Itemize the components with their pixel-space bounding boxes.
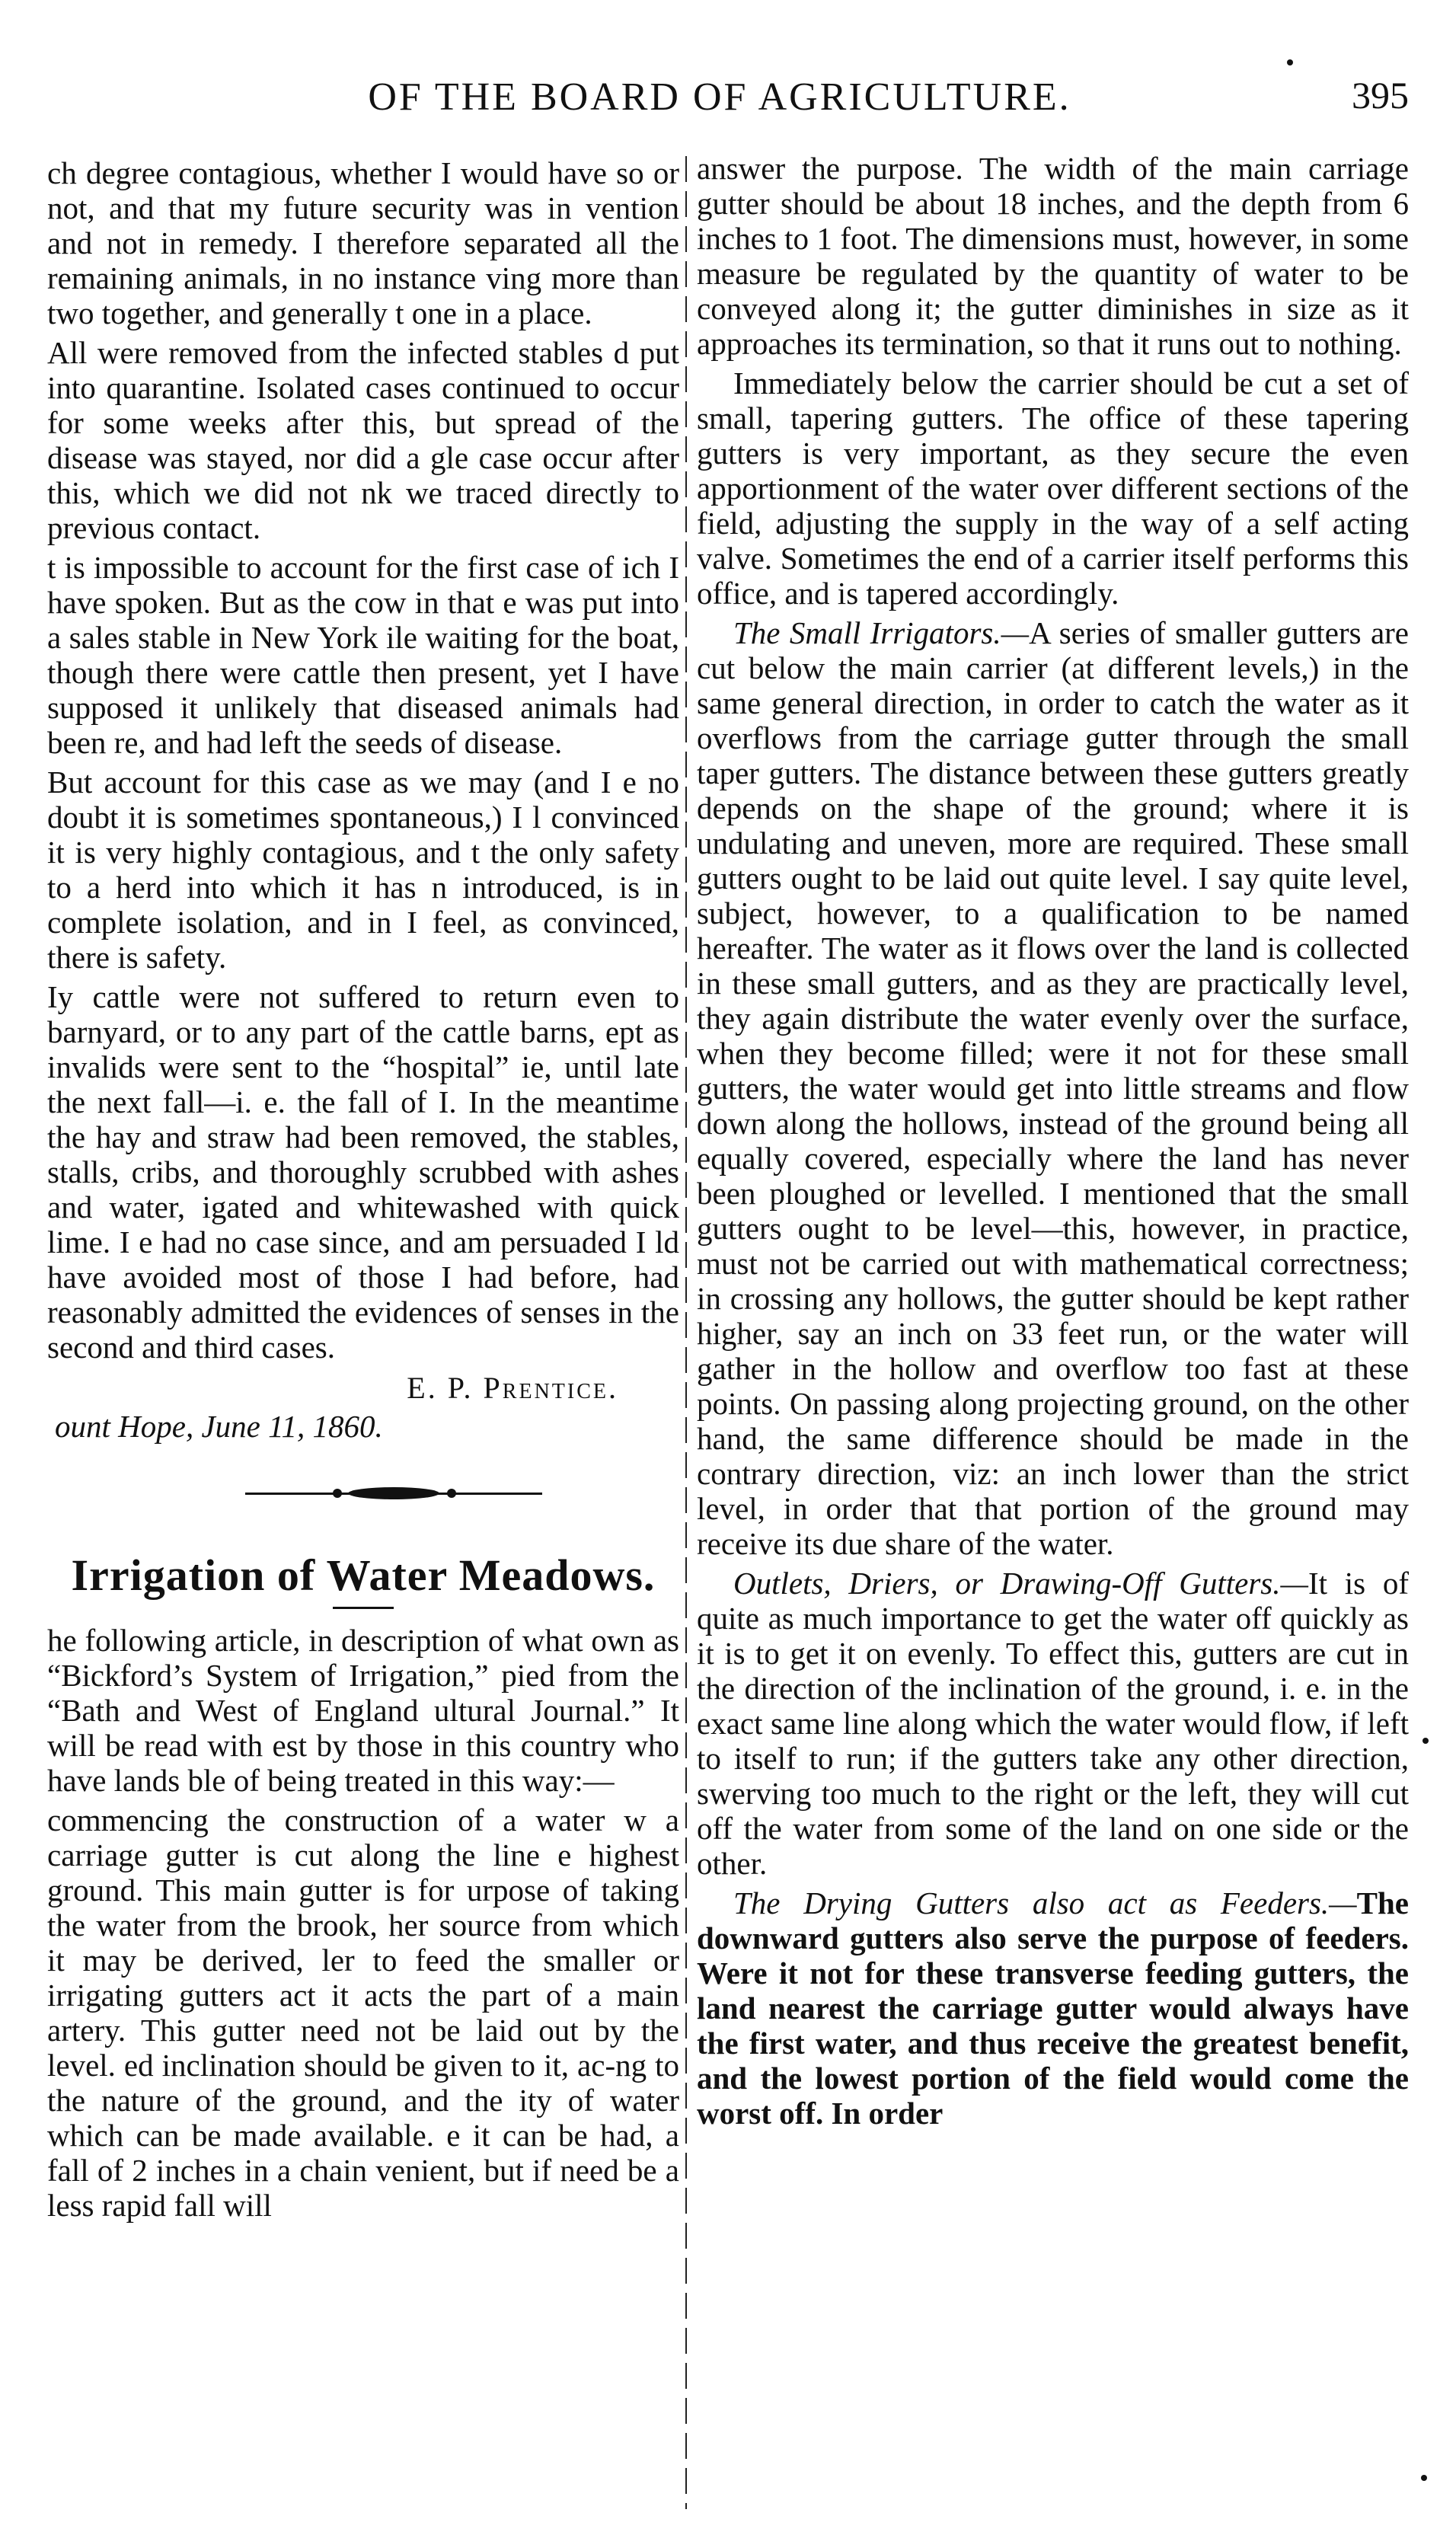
running-title: OF THE BOARD OF AGRICULTURE. — [368, 75, 1071, 119]
left-paragraph: All were removed from the infected stables d put into quarantine. Isolated cases continued to occur for some weeks after this, but spread of the disease was stayed, nor did a gle case occur after this, which we did not nk we traced directly to previous contact. — [47, 335, 679, 545]
article-paragraph: he following article, in description of what own as “Bickford’s System of Irrigation,” pied from the “Bath and West of England ultural Journal.” It will be read with est by those in this country who have lands ble of being treated in this way:— — [47, 1623, 679, 1798]
title-rule — [333, 1607, 394, 1609]
left-paragraph: Iy cattle were not suffered to return even to barnyard, or to any part of the cattle barns, ept as invalids were sent to the “hospital” ie, until late the next fall—i. e. the fall of I. In the meantime the hay and straw had been removed, the stables, stalls, cribs, and thoroughly scrubbed with ashes and water, igated and whitewashed with quick lime. I e had no case since, and am persuaded I ld have avoided most of those I had before, had reasonably admitted the evidences of senses in the second and third cases. — [47, 979, 679, 1365]
right-paragraph: answer the purpose. The width of the main carriage gutter should be about 18 inches, and the depth from 6 inches to 1 foot. The dimensions must, however, in some measure be regulated by the quantity of water to be conveyed along it; the gutter diminishes in size as it approaches its termination, so that it runs out to nothing. — [697, 151, 1409, 361]
print-speck — [1421, 2475, 1427, 2481]
section-heading: The Small Irrigators.— — [733, 615, 1030, 650]
ornament-dot — [447, 1489, 456, 1498]
section-outlets — [697, 1566, 1409, 1881]
right-paragraph: Immediately below the carrier should be cut a set of small, tapering gutters. The office of these tapering gutters is very important, as they secure the even apportionment of the water over different sections of the field, adjusting the supply in the way of a self acting valve. Sometimes the end of a carrier itself performs this office, and is tapered accordingly. — [697, 366, 1409, 611]
left-paragraph: t is impossible to account for the first case of ich I have spoken. But as the cow in that e was put into a sales stable in New York ile waiting for the boat, though there were cattle then present, yet I have supposed it unlikely that diseased animals had been re, and had left the seeds of disease. — [47, 550, 679, 760]
column-divider — [685, 156, 687, 2509]
print-speck — [1287, 59, 1293, 65]
section-heading: Outlets, Driers, or Drawing-Off Gutters.— — [733, 1566, 1308, 1601]
left-column — [47, 151, 679, 2223]
section-ornament — [47, 1459, 679, 1528]
page-header — [0, 59, 1456, 128]
left-paragraph: But account for this case as we may (and I e no doubt it is sometimes spontaneous,) I l convinced it is very highly contagious, and t the only safety to a herd into which it has n introduced, is in complete isolation, and in I feel, as convinced, there is safety. — [47, 765, 679, 975]
section-small-irrigators — [697, 615, 1409, 1561]
page-number: 395 — [1352, 74, 1409, 117]
section-text: It is of quite as much importance to get the water off quickly as it is to get it on evenly. To effect this, gutters are cut in the direction of the inclination of the ground, i. e. in the exact same line along which the water would flow, if left to itself to run; if the gutters take any other direction, swerving too much to the right or the left, they will cut off the water from some of the land on one side or the other. — [697, 1566, 1409, 1881]
print-speck — [1422, 1738, 1429, 1744]
section-text: The downward gutters also serve the purpose of feeders. Were it not for these transverse feeding gutters, the land nearest the carriage gutter would always have the first water, and thus receive the greatest benefit, and the lowest portion of the field would come the worst off. In order — [697, 1885, 1409, 2131]
section-text: A series of smaller gutters are cut below the main carrier (at different levels,) in the same general direction, in order to catch the water as it overflows from the carriage gutter through the small taper gutters. The distance between these gutters greatly depends on the shape of the ground; where it is undulating and uneven, more are required. These small gutters ought to be laid out quite level. I say quite level, subject, however, to a qualification to be named hereafter. The water as it flows over the land is collected in these small gutters, and as they are practically level, they again distribute the water evenly over the surface, when they become filled; were it not for these small gutters, the water would get into little streams and flow down along the hollows, instead of the ground being all equally covered, especially where the land has never been ploughed or levelled. I mentioned that the small gutters ought to be level—this, however, in practice, must not be carried out with mathematical correctness; in crossing any hollows, the gutter should be kept rather higher, say an inch on 33 feet run, or the water will gather in the hollow and overflow too fast at these points. On passing along projecting ground, on the other hand, the same difference should be made in the contrary direction, viz: an inch lower than the strict level, in order that that portion of the ground may receive its due share of the water. — [697, 615, 1409, 1561]
section-heading: The Drying Gutters also act as Feeders.— — [733, 1885, 1357, 1920]
author-signature: E. P. Prentice. — [407, 1371, 618, 1405]
section-drying-gutters — [697, 1885, 1409, 2131]
right-column — [697, 151, 1409, 2131]
article-title: Irrigation of Water Meadows. — [71, 1550, 656, 1600]
ornament-dot — [333, 1489, 342, 1498]
dateline: ount Hope, June 11, 1860. — [55, 1409, 383, 1444]
left-paragraph: ch degree contagious, whether I would have so or not, and that my future security was in vention and not in remedy. I therefore separated all the remaining animals, in no instance ving more than two together, and generally t one in a place. — [47, 155, 679, 330]
ornament-center — [348, 1487, 439, 1499]
article-paragraph: commencing the construction of a water w a carriage gutter is cut along the line e highest ground. This main gutter is for urpose of taking the water from the brook, her source from which it may be derived, ler to feed the smaller or irrigating gutters act it acts the part of a main artery. This gutter need not be laid out by the level. ed inclination should be given to it, ac-ng to the nature of the ground, and the ity of water which can be made available. e it can be had, a fall of 2 inches in a chain venient, but if need be a less rapid fall will — [47, 1802, 679, 2223]
